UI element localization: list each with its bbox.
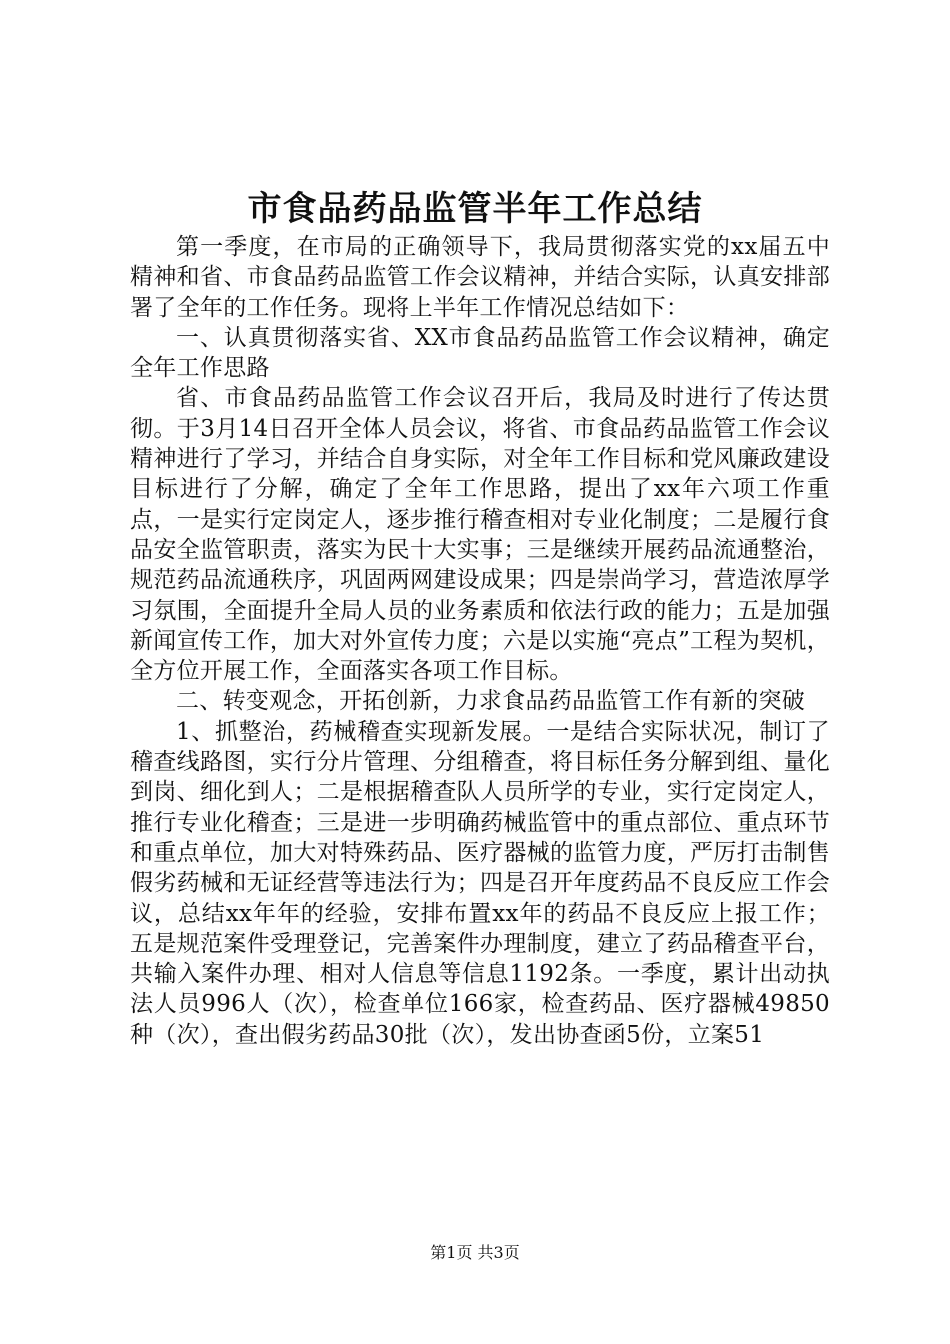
document-body <box>130 232 830 1050</box>
paragraph-section-1: 省、市食品药品监管工作会议召开后，我局及时进行了传达贯彻。于3月14日召开全体人员会议，将省、市食品药品监管工作会议精神进行了学习，并结合自身实际，对全年工作目标和党风廉政建设目标进行了分解，确定了全年工作思路，提出了xx年六项工作重点，一是实行定岗定人，逐步推行稽查相对专业化制度；二是履行食品安全监管职责，落实为民十大实事；三是继续开展药品流通整治，规范药品流通秩序，巩固两网建设成果；四是崇尚学习，营造浓厚学习氛围，全面提升全局人员的业务素质和依法行政的能力；五是加强新闻宣传工作，加大对外宣传力度；六是以实施“亮点”工程为契机，全方位开展工作，全面落实各项工作目标。 <box>130 385 830 685</box>
section-heading-1: 一、认真贯彻落实省、XX市食品药品监管工作会议精神，确定全年工作思路 <box>130 324 830 382</box>
section-heading-2: 二、转变观念，开拓创新，力求食品药品监管工作有新的突破 <box>176 688 806 715</box>
paragraph-item-1: 1、抓整治，药械稽查实现新发展。一是结合实际状况，制订了稽查线路图，实行分片管理、分组稽查，将目标任务分解到组、量化到岗、细化到人；二是根据稽查队人员所学的专业，实行定岗定人，推行专业化稽查；三是进一步明确药械监管中的重点部位、重点环节和重点单位，加大对特殊药品、医疗器械的监管力度，严厉打击制售假劣药械和无证经营等违法行为；四是召开年度药品不良反应工作会议，总结xx年年的经验，安排布置xx年的药品不良反应上报工作；五是规范案件受理登记，完善案件办理制度，建立了药品稽查平台，共输入案件办理、相对人信息等信息1192条。一季度，累计出动执法人员996人（次），检查单位166家，检查药品、医疗器械49850种（次），查出假劣药品30批（次），发出协查函5份，立案51 <box>130 718 830 1048</box>
page-footer: 第1页 共3页 <box>430 1243 520 1262</box>
paragraph-intro: 第一季度，在市局的正确领导下，我局贯彻落实党的xx届五中精神和省、市食品药品监管工作会议精神，并结合实际，认真安排部署了全年的工作任务。现将上半年工作情况总结如下： <box>130 234 830 321</box>
document-title: 市食品药品监管半年工作总结 <box>247 189 703 229</box>
